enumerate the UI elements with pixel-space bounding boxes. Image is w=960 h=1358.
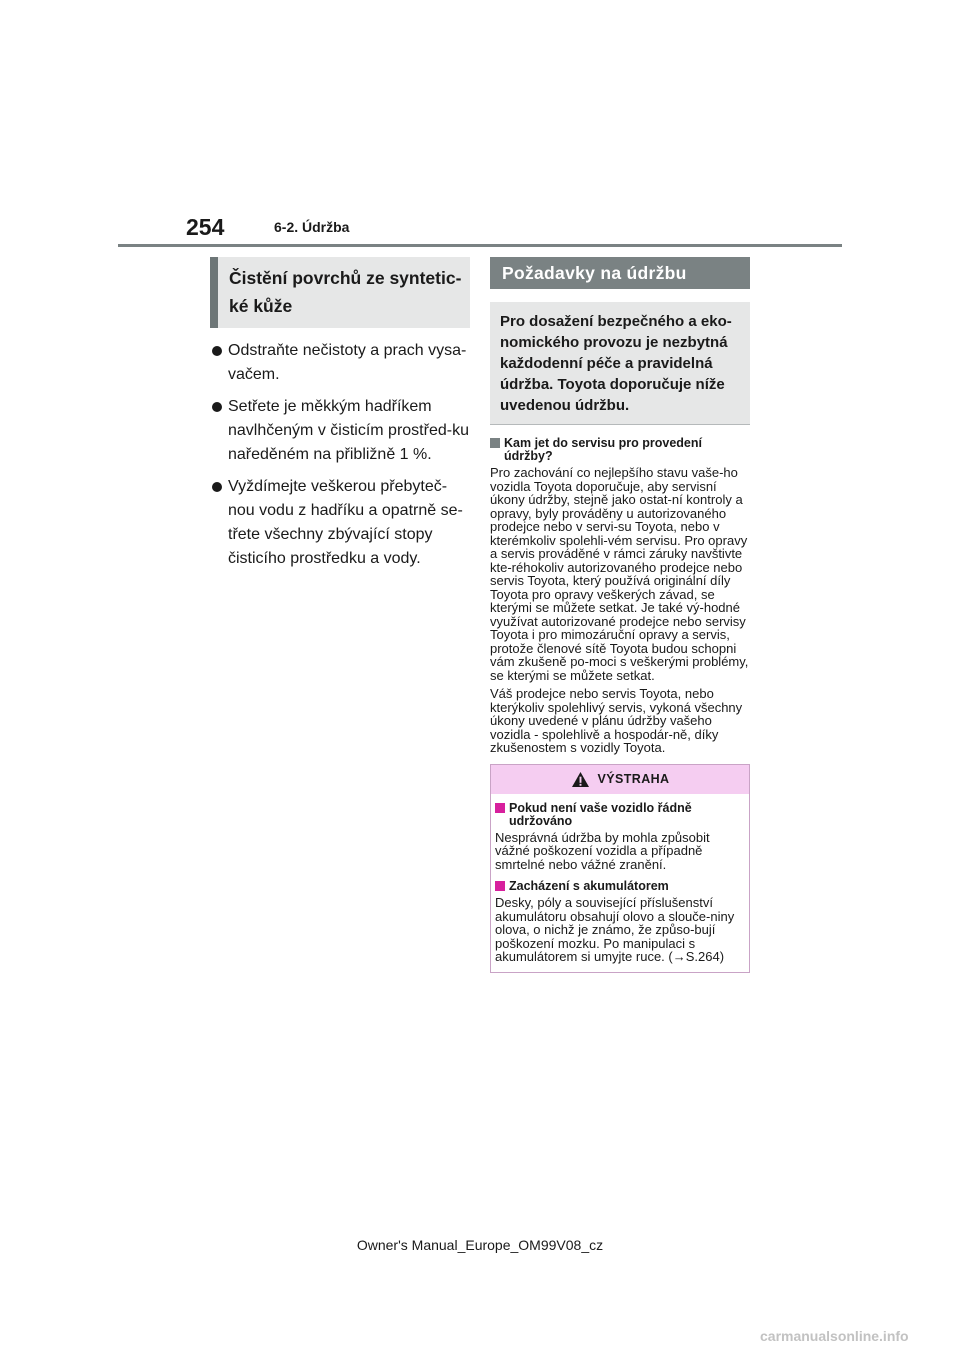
service-paragraph: Pro zachování co nejlepšího stavu vaše-ho vozidla Toyota doporučuje, aby servisní úkony údržby, stejně jako ostat-ní kontroly a opravy, byly prováděny u autorizovaného prodejce nebo v servi-su Toyota, nebo v kterémkoliv spolehli-vém servisu. Pro opravy a servis prováděné v rámci záruky navštivte kte-réhokoliv autorizovaného prodejce nebo servis Toyota, který používá originální díly Toyota pro opravy veškerých závad, se kterými se můžete setkat. Je také vý-hodné využívat autorizované prodejce nebo servisy Toyota i pro mimozáruční opravy a servis, protože členové sítě Toyota budou schopni vám zkušeně po-moci s veškerými problémy, se kterými se můžete setkat. xyxy=(490,465,749,683)
square-bullet-icon xyxy=(495,881,505,891)
synthetic-leather-heading: Čistění povrchů ze syntetic-ké kůže xyxy=(210,257,470,328)
maintenance-intro-box: Pro dosažení bezpečného a eko-nomického provozu je nezbytná každodenní péče a pravidelná údržba. Toyota doporučuje níže uvedenou údržbu. xyxy=(490,302,750,425)
list-item: Odstraňte nečistoty a prach vysa-vačem. xyxy=(210,339,470,387)
warning-body xyxy=(491,794,749,972)
watermark: carmanualsonline.info xyxy=(760,1328,909,1344)
maintenance-requirements-heading: Požadavky na údržbu xyxy=(490,257,750,289)
warning-item-title-text: Zacházení s akumulátorem xyxy=(509,879,669,893)
warning-item-title-text: Pokud není vaše vozidlo řádně udržováno xyxy=(509,800,692,828)
warning-item-text: Nesprávná údržba by mohla způsobit vážné poškození vozidla a případně smrtelné nebo vážné zranění. xyxy=(495,829,710,872)
warning-box xyxy=(490,764,750,973)
warning-item-title xyxy=(495,802,745,828)
warning-item-title xyxy=(495,880,745,893)
service-paragraph: Váš prodejce nebo servis Toyota, nebo kterýkoliv spolehlivý servis, vykoná všechny úkony uvedené v plánu údržby vašeho vozidla - spolehlivě a hospodár-ně, díky zkušenostem s vozidly Toyota. xyxy=(490,686,743,755)
right-column xyxy=(490,257,750,973)
square-bullet-icon xyxy=(490,438,500,448)
square-bullet-icon xyxy=(495,803,505,813)
warning-header xyxy=(491,765,749,794)
footer-manual-id: Owner's Manual_Europe_OM99V08_cz xyxy=(356,1237,604,1253)
warning-item xyxy=(495,880,745,964)
warning-item-text: Desky, póly a související příslušenství akumulátoru obsahují olovo a slouče-niny olova, o nichž je známo, že způso-bují poškození mozku. Po manipulaci s akumulátorem si umyjte ruce. (→S.264) xyxy=(495,895,735,964)
section-title: 6-2. Údržba xyxy=(274,219,350,235)
header-divider xyxy=(118,244,842,247)
list-item: Setřete je měkkým hadříkem navlhčeným v čisticím prostřed-ku naředěném na přibližně 1 %. xyxy=(210,395,470,467)
warning-item xyxy=(495,802,745,872)
warning-title: VÝSTRAHA xyxy=(597,772,670,786)
cleaning-steps-list xyxy=(210,339,470,571)
service-location-section xyxy=(490,437,750,755)
service-location-title xyxy=(490,437,750,463)
warning-triangle-icon xyxy=(571,771,590,788)
page-number: 254 xyxy=(186,214,225,240)
service-location-title-text: Kam jet do servisu pro provedení údržby? xyxy=(504,436,702,463)
left-column xyxy=(210,257,470,579)
list-item: Vyždímejte veškerou přebyteč-nou vodu z hadříku a opatrně se-třete všechny zbývající stopy čisticího prostředku a vody. xyxy=(210,475,470,571)
